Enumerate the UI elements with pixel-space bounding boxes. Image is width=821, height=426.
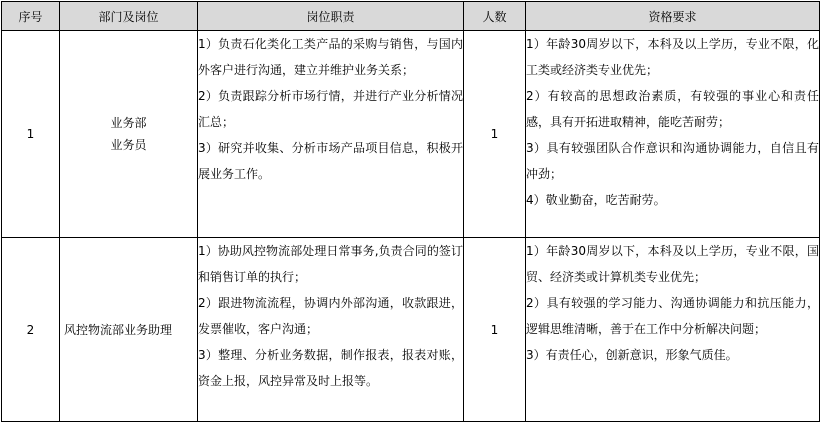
qual-item: 1）年龄30周岁以下，本科及以上学历，专业不限，国贸、经济类或计算机类专业优先； — [526, 244, 819, 284]
row-count: 1 — [464, 31, 526, 238]
row-count: 1 — [464, 238, 526, 422]
duty-item: 3）整理、分析业务数据，制作报表，报表对账，资金上报，风控异常及时上报等。 — [198, 348, 463, 388]
qual-item: 4）敬业勤奋，吃苦耐劳。 — [526, 193, 666, 207]
header-count: 人数 — [464, 2, 526, 31]
row-seq: 1 — [2, 31, 60, 238]
table-row — [2, 31, 820, 238]
duty-item: 2）跟进物流流程，协调内外部沟通，收款跟进，发票催收，客户沟通； — [198, 296, 463, 336]
header-duties: 岗位职责 — [198, 2, 464, 31]
duty-item: 3）研究并收集、分析市场产品项目信息，积极开展业务工作。 — [198, 141, 463, 181]
duty-item: 1）负责石化类化工类产品的采购与销售，与国内外客户进行沟通，建立并维护业务关系； — [198, 37, 463, 77]
qual-item: 3）具有较强团队合作意识和沟通协调能力，自信且有冲劲； — [526, 141, 819, 181]
dept-line: 风控物流部业务助理 — [64, 322, 173, 337]
row-qual — [526, 238, 820, 422]
row-dept — [60, 238, 198, 422]
row-qual — [526, 31, 820, 238]
duty-item: 2）负责跟踪分析市场行情，并进行产业分析情况汇总； — [198, 89, 463, 129]
table-row — [2, 238, 820, 422]
qual-item: 2）有较高的思想政治素质，有较强的事业心和责任感，具有开拓进取精神，能吃苦耐劳； — [526, 89, 819, 129]
header-qual: 资格要求 — [526, 2, 820, 31]
header-dept: 部门及岗位 — [60, 2, 198, 31]
qual-item: 3）有责任心，创新意识，形象气质佳。 — [526, 348, 738, 362]
dept-line: 业务部 — [110, 116, 147, 130]
header-seq: 序号 — [2, 2, 60, 31]
duty-item: 1）协助风控物流部处理日常事务,负责合同的签订和销售订单的执行； — [198, 244, 463, 284]
row-duties — [198, 31, 464, 238]
job-table — [1, 1, 820, 422]
row-dept — [60, 31, 198, 238]
row-seq: 2 — [2, 238, 60, 422]
qual-item: 1）年龄30周岁以下，本科及以上学历，专业不限，化工类或经济类专业优先； — [526, 37, 819, 77]
header-row — [2, 2, 820, 31]
qual-item: 2）具有较强的学习能力、沟通协调能力和抗压能力，逻辑思维清晰，善于在工作中分析解决问题； — [526, 296, 819, 336]
row-duties — [198, 238, 464, 422]
dept-line: 业务员 — [110, 138, 147, 152]
